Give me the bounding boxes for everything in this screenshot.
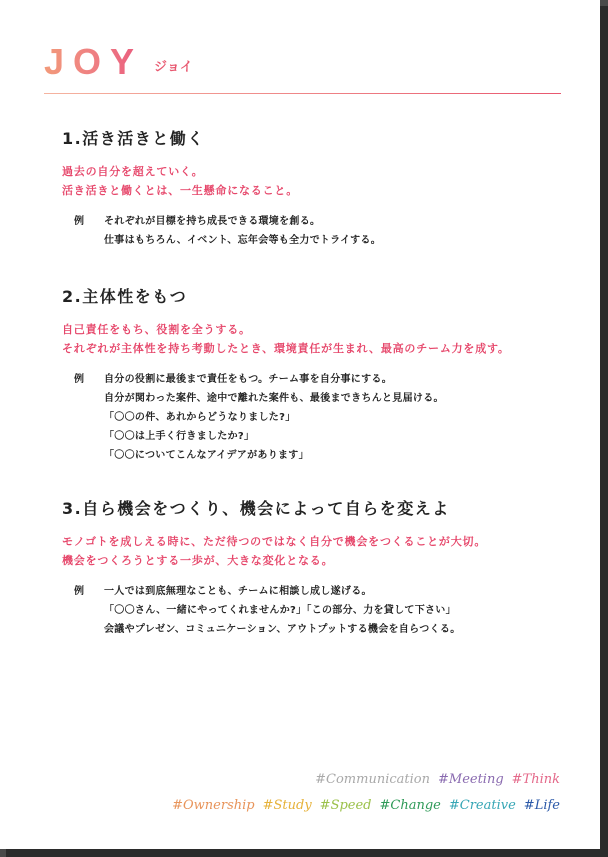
example-block — [74, 212, 562, 250]
hashtag-think: #Think — [511, 772, 560, 787]
section-heading: 1.活き活きと働く — [62, 129, 205, 148]
example-label: 例 — [74, 586, 84, 597]
hashtag-study: #Study — [262, 798, 312, 813]
example-line: 自分の役割に最後まで責任をもつ。チーム事を自分事にする。 — [104, 374, 392, 385]
example-line: 「〇〇は上手く行きましたか?」 — [104, 431, 255, 442]
hashtag-life: #Life — [523, 798, 560, 813]
example-line: 自分が関わった案件、途中で離れた案件も、最後まできちんと見届ける。 — [104, 393, 444, 404]
lead-line: 過去の自分を超えていく。 — [62, 165, 204, 178]
hashtag-ownership: #Ownership — [172, 798, 255, 813]
hashtag-communication: #Communication — [315, 772, 430, 787]
example-label: 例 — [74, 216, 84, 227]
hashtag-change: #Change — [379, 798, 441, 813]
example-line: 一人では到底無理なことも、チームに相談し成し遂げる。 — [104, 586, 372, 597]
example-line: 「〇〇の件、あれからどうなりました?」 — [104, 412, 296, 423]
hashtag-creative: #Creative — [448, 798, 516, 813]
section-heading: 3.自ら機会をつくり、機会によって自らを変えよ — [62, 499, 450, 518]
section-3 — [62, 498, 562, 639]
hashtag-footer — [164, 770, 560, 822]
hashtag-row-2 — [164, 796, 560, 822]
section-lead — [62, 162, 562, 200]
lead-line: 活き活きと働くとは、一生懸命になること。 — [62, 184, 298, 197]
lead-line: 機会をつくろうとする一歩が、大きな変化となる。 — [62, 554, 334, 567]
example-line: 会議やプレゼン、コミュニケーション、アウトプットする機会を自らつくる。 — [104, 624, 461, 635]
hashtag-speed: #Speed — [319, 798, 372, 813]
hashtag-meeting: #Meeting — [437, 772, 504, 787]
section-1 — [62, 128, 562, 250]
header-divider — [44, 93, 561, 94]
example-line: 「〇〇さん、一緒にやってくれませんか?」「この部分、力を貸して下さい」 — [104, 605, 456, 616]
example-label: 例 — [74, 374, 84, 385]
example-line: それぞれが目標を持ち成長できる環境を創る。 — [104, 216, 321, 227]
lead-line: それぞれが主体性を持ち考動したとき、環境責任が生まれ、最高のチーム力を成す。 — [62, 342, 510, 355]
lead-line: モノゴトを成しえる時に、ただ待つのではなく自分で機会をつくることが大切。 — [62, 535, 487, 548]
example-line: 仕事はもちろん、イベント、忘年会等も全力でトライする。 — [104, 235, 381, 246]
section-2 — [62, 286, 562, 465]
section-heading: 2.主体性をもつ — [62, 287, 188, 306]
example-line: 「〇〇についてこんなアイデアがあります」 — [104, 450, 309, 461]
lead-line: 自己責任をもち、役割を全うする。 — [62, 323, 251, 336]
section-lead — [62, 532, 562, 570]
example-block — [74, 582, 562, 639]
example-block — [74, 370, 562, 465]
brand-title: JOY — [44, 41, 144, 82]
hashtag-row-1 — [164, 770, 560, 796]
section-lead — [62, 320, 562, 358]
brand-subtitle: ジョイ — [154, 60, 193, 75]
